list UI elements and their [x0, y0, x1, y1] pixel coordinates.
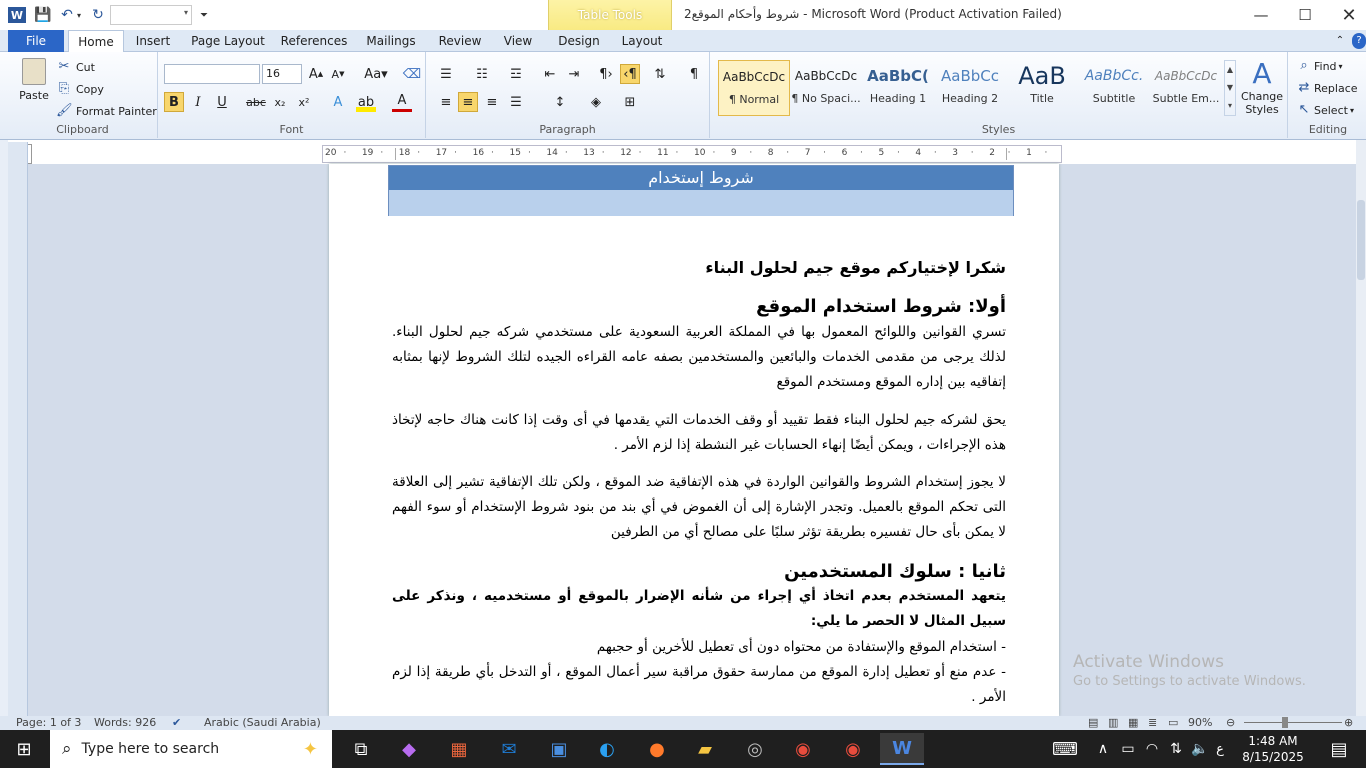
network-icon[interactable]: ⇅: [1170, 741, 1182, 757]
ruler-number: 1: [1026, 148, 1032, 158]
font-group-label: Font: [279, 123, 304, 136]
multilevel-list-icon[interactable]: ☲: [510, 66, 522, 82]
scrollbar-thumb[interactable]: [1357, 200, 1365, 280]
style-preview: AaBbCc.: [1084, 68, 1144, 84]
app-window-icon[interactable]: ▣: [550, 738, 568, 760]
line-spacing-icon[interactable]: ↕: [554, 94, 566, 110]
table-header-cell[interactable]: شروط إستخدام: [389, 166, 1013, 190]
ruler-numbers: [323, 148, 1061, 162]
vertical-scrollbar[interactable]: [1356, 140, 1366, 716]
tray-chevron-icon[interactable]: ∧: [1097, 741, 1109, 757]
change-case-icon[interactable]: Aa▾: [364, 66, 388, 82]
shading-icon[interactable]: ◈: [591, 94, 601, 110]
tab-insert[interactable]: Insert: [135, 34, 171, 48]
style-subtle-emphasis[interactable]: [1150, 60, 1222, 116]
word-logo-icon[interactable]: W: [8, 7, 26, 23]
minimize-button[interactable]: —: [1253, 6, 1269, 24]
tab-view[interactable]: View: [503, 34, 533, 48]
ruler-number: 20: [325, 148, 337, 158]
superscript-button[interactable]: x²: [298, 95, 310, 109]
ruler-tick: ·: [1044, 148, 1048, 158]
editing-group-label: Editing: [1308, 123, 1348, 136]
ruler-number: 4: [915, 148, 922, 158]
style-normal[interactable]: [718, 60, 790, 116]
style-preview: AaBbCcDc: [794, 69, 858, 83]
page-count[interactable]: Page: 1 of 3: [16, 716, 82, 729]
align-right-icon[interactable]: ≡: [486, 94, 498, 110]
web-layout-icon[interactable]: ▦: [1128, 716, 1139, 729]
decrease-indent-icon[interactable]: ⇤: [544, 66, 556, 82]
style-name: ¶ No Spaci...: [791, 92, 861, 105]
sort-icon[interactable]: ⇅: [654, 66, 666, 82]
shrink-font-icon[interactable]: A ▼: [331, 67, 345, 81]
firefox-icon[interactable]: ●: [649, 738, 665, 760]
replace-label: Replace: [1314, 81, 1358, 95]
font-group: [158, 52, 426, 138]
ruler-number: 12: [620, 148, 632, 158]
zoom-out-icon[interactable]: ⊖: [1226, 716, 1236, 729]
strikethrough-button[interactable]: abc: [246, 95, 266, 109]
search-placeholder: Type here to search: [81, 741, 220, 757]
app-icon[interactable]: ◎: [747, 738, 763, 760]
draft-icon[interactable]: ▭: [1168, 716, 1179, 729]
word-count[interactable]: Words: 926: [94, 716, 157, 729]
header-table[interactable]: [388, 165, 1014, 216]
heading-terms-of-use[interactable]: أولا: شروط استخدام الموقع: [756, 296, 1006, 317]
style-preview: AaBbCcDc: [722, 70, 786, 84]
style-preview: AaB: [1018, 62, 1066, 90]
paragraph-group: [426, 52, 710, 138]
outline-icon[interactable]: ≣: [1148, 716, 1158, 729]
clock[interactable]: [1238, 733, 1308, 765]
ruler-tick: ·: [749, 148, 753, 158]
table-empty-cell[interactable]: [389, 190, 1013, 216]
zoom-level[interactable]: 90%: [1188, 716, 1213, 729]
text-effects-icon[interactable]: A: [333, 94, 343, 110]
tab-page-layout[interactable]: Page Layout: [191, 34, 265, 48]
paintbrush-icon: 🖌: [56, 103, 73, 118]
edge-icon[interactable]: ◐: [599, 738, 615, 760]
paragraph-group-label: Paragraph: [539, 123, 596, 136]
styles-group-label: Styles: [981, 123, 1016, 136]
style-name: Heading 1: [869, 92, 927, 105]
rtl-direction-icon[interactable]: ‹¶: [620, 64, 640, 84]
ruler-tick: ·: [675, 148, 679, 158]
paste-label: Paste: [19, 89, 49, 102]
title-bar: [0, 0, 1366, 30]
paragraph-1[interactable]: تسري القوانين واللوائح المعمول بها في المملكة العربية السعودية على مستخدمي شركه جيم لحلول البناء. لذلك يرجى من مقدمى الخدمات والبائعين والمستخدمين بصفه عامه القراءه الجيده لتلك الشروط لإنها بمثابه إتفاقيه بين إداره الموقع ومستخدم الموقع: [392, 324, 1006, 390]
activation-title: Activate Windows: [1073, 652, 1224, 672]
binoculars-icon: ⌕: [1300, 58, 1308, 73]
keyboard-icon[interactable]: ⌨: [1052, 738, 1078, 760]
format-painter-button[interactable]: [56, 102, 157, 120]
ruler-tick: ·: [896, 148, 900, 158]
change-styles-icon: A: [1252, 57, 1272, 90]
store-icon[interactable]: ▦: [450, 738, 468, 760]
ruler-tick: ·: [933, 148, 937, 158]
chrome-icon[interactable]: ◉: [795, 738, 811, 760]
full-screen-icon[interactable]: ▥: [1108, 716, 1119, 729]
ruler-tick: ·: [601, 148, 605, 158]
notification-icon[interactable]: ▤: [1330, 738, 1348, 760]
ruler-tick: ·: [343, 148, 347, 158]
align-left-icon[interactable]: ≡: [440, 94, 452, 110]
style-name: Subtitle: [1092, 92, 1136, 105]
vertical-ruler[interactable]: [8, 142, 28, 716]
italic-button[interactable]: I: [195, 94, 201, 110]
ruler-number: 7: [804, 148, 811, 158]
ruler-tick: ·: [417, 148, 421, 158]
heading-user-conduct[interactable]: ثانيا : سلوك المستخدمين: [784, 561, 1006, 582]
status-bar: [0, 716, 1366, 730]
find-button[interactable]: [1296, 58, 1343, 74]
paragraph-3[interactable]: لا يجوز إستخدام الشروط والقوانين الواردة في هذه الإتفاقية ضد الموقع ، ولكن تلك الإتفاقية تشير إلى العلاقة التى تحكم الموقع بالعميل. وتجدر الإشارة إلى أن الغموض في أي بند من بنود شروط الإستخدام أو سوء الفهم لا يمكن بأى حال تفسيره بطريقة تؤثر سلبًا على مصالح أي من الطرفين: [392, 474, 1006, 540]
style-title[interactable]: [1006, 60, 1078, 116]
format-painter-label: Format Painter: [76, 104, 157, 118]
bullets-icon[interactable]: ☰: [440, 66, 452, 82]
replace-icon: ⇄: [1298, 80, 1310, 95]
font-color-icon[interactable]: A: [392, 92, 412, 112]
maximize-button[interactable]: ☐: [1298, 6, 1312, 24]
undo-icon[interactable]: ↶: [61, 7, 73, 23]
sparkle-icon: ✦: [302, 738, 318, 760]
subscript-button[interactable]: x₂: [274, 95, 286, 109]
font-size-combo[interactable]: 16: [262, 64, 302, 84]
ruler-number: 3: [952, 148, 959, 158]
ruler-tick: ·: [823, 148, 827, 158]
proofing-icon[interactable]: ✔: [172, 716, 182, 729]
copy-label: Copy: [76, 82, 104, 96]
tab-references[interactable]: References: [280, 34, 348, 48]
ruler-number: 6: [841, 148, 848, 158]
ruler-tick: ·: [491, 148, 494, 158]
ruler-number: 10: [694, 148, 706, 158]
styles-group: [710, 52, 1288, 138]
tab-layout[interactable]: Layout: [621, 34, 663, 48]
copy-icon: ⎘: [58, 81, 70, 96]
align-center-icon[interactable]: ≡: [458, 92, 478, 112]
styles-scroll[interactable]: ▲ ▼ ▾: [1224, 60, 1236, 116]
borders-icon[interactable]: ⊞: [624, 94, 636, 110]
ruler-number: 17: [435, 148, 448, 158]
ruler-tick: ·: [527, 148, 531, 158]
table-tools-label: Table Tools: [577, 8, 643, 22]
ruler-number: 5: [878, 148, 885, 158]
justify-icon[interactable]: ☰: [510, 94, 522, 110]
ruler-number: 15: [509, 148, 521, 158]
copy-button[interactable]: [56, 80, 104, 98]
paste-button[interactable]: [16, 58, 52, 102]
ruler-tick: ·: [564, 148, 568, 158]
redo-icon[interactable]: ↻: [92, 7, 104, 23]
clock-date: 8/15/2025: [1242, 750, 1304, 764]
tab-home[interactable]: Home: [68, 30, 124, 53]
ruler-tick: ·: [454, 148, 458, 158]
clock-time: 1:48 AM: [1248, 734, 1298, 748]
ruler-number: 9: [730, 148, 737, 158]
ruler-tick: ·: [860, 148, 863, 158]
ruler-number: 18: [398, 148, 411, 158]
ruler-number: 8: [767, 148, 774, 158]
paragraph-2[interactable]: يحق لشركه جيم لحلول البناء فقط تقييد أو وقف الخدمات التي يقدمها في أى وقت إذا كانت هناك حاجه لإتخاذ هذه الإجراءات ، ويمكن أيضًا إنهاء الحسابات غير النشطة إذا لزم الأمر .: [392, 412, 1006, 453]
bold-button[interactable]: B: [164, 92, 184, 112]
highlight-icon[interactable]: ab: [356, 92, 376, 112]
ribbon-tabs: [0, 30, 1366, 52]
underline-button[interactable]: U: [217, 94, 227, 110]
editing-group: [1290, 52, 1366, 138]
increase-indent-icon[interactable]: ⇥: [568, 66, 580, 82]
numbering-icon[interactable]: ☷: [476, 66, 488, 82]
ruler-tick: ·: [380, 148, 384, 158]
device-icon[interactable]: ▭: [1121, 741, 1135, 757]
activation-subtitle: Go to Settings to activate Windows.: [1073, 674, 1306, 689]
outlook-icon[interactable]: ✉: [501, 738, 517, 760]
clipboard-group: [8, 52, 158, 138]
paragraph-4[interactable]: يتعهد المستخدم بعدم اتخاذ أي إجراء من شأنه الإضرار بالموقع أو مستخدميه ، ونذكر على سبيل المثال لا الحصر ما يلي:: [392, 588, 1006, 629]
minimize-ribbon-icon[interactable]: ⌃: [1335, 35, 1345, 46]
word-taskbar-icon[interactable]: W: [880, 733, 924, 765]
intro-line[interactable]: شكرا لإختياركم موقع جيم لحلول البناء: [705, 258, 1006, 277]
clipboard-icon: [22, 58, 46, 85]
clipboard-group-label: Clipboard: [56, 123, 109, 136]
style-name: Title: [1030, 92, 1054, 105]
copilot-icon[interactable]: ◆: [402, 738, 416, 760]
scissors-icon: ✂: [58, 59, 70, 74]
cut-button[interactable]: [56, 58, 95, 76]
ruler-tick: ·: [638, 148, 642, 158]
help-icon[interactable]: ?: [1352, 33, 1366, 49]
tab-design[interactable]: Design: [558, 34, 600, 48]
zoom-in-icon[interactable]: ⊕: [1344, 716, 1354, 729]
style-subtitle[interactable]: [1078, 60, 1150, 116]
task-view-icon[interactable]: ⧉: [354, 738, 368, 760]
chrome-profile-icon[interactable]: ◉: [845, 738, 861, 760]
qat-combo[interactable]: [110, 5, 192, 25]
ruler-tick: ·: [1007, 148, 1011, 158]
file-explorer-icon[interactable]: ▰: [698, 738, 712, 760]
ruler-number: 19: [361, 148, 374, 158]
cursor-icon: ↖: [1298, 102, 1310, 117]
font-name-combo[interactable]: [164, 64, 260, 84]
change-styles-label: Change Styles: [1240, 90, 1284, 116]
style-preview: AaBbCcDc: [1154, 69, 1218, 83]
language-indicator[interactable]: Arabic (Saudi Arabia): [204, 716, 321, 729]
left-margin-bar: [0, 140, 8, 716]
search-icon: ⌕: [62, 739, 72, 759]
tab-file[interactable]: File: [8, 30, 64, 52]
style-heading-2[interactable]: [934, 60, 1006, 116]
tab-mailings[interactable]: Mailings: [366, 34, 416, 48]
chevron-down-icon: ▾: [1338, 61, 1343, 71]
ruler-number: 16: [472, 148, 485, 158]
select-button[interactable]: [1296, 102, 1354, 118]
ruler-number: 14: [546, 148, 558, 158]
style-preview: AaBbCc: [941, 67, 999, 85]
ruler-number: 13: [583, 148, 595, 158]
bullet-1[interactable]: - استخدام الموقع والإستفادة من محتواه دون أى تعطيل للأخرين أو حجبهم: [596, 639, 1006, 655]
customize-qat-icon[interactable]: ⏷: [200, 9, 208, 21]
chevron-down-icon: ▾: [183, 8, 188, 17]
search-box[interactable]: [50, 730, 332, 768]
window-title: شروط وأحكام الموقع2 - Microsoft Word (Product Activation Failed): [684, 7, 1062, 21]
grow-font-icon[interactable]: A ▲: [308, 66, 324, 82]
style-preview: AaBbC(: [867, 67, 929, 85]
input-language[interactable]: ع: [1216, 741, 1224, 757]
ruler-tick: ·: [970, 148, 974, 158]
horizontal-ruler[interactable]: [322, 145, 1062, 163]
style-name: Subtle Em...: [1152, 92, 1220, 105]
print-layout-icon[interactable]: ▤: [1088, 716, 1099, 729]
bullet-2[interactable]: - عدم منع أو تعطيل إدارة الموقع من ممارسة حقوق مراقبة سير أعمال الموقع ، أو التدخل بأي طريقة إذا لزم الأمر .: [392, 664, 1006, 705]
find-label: Find: [1314, 59, 1337, 73]
ruler-number: 11: [657, 148, 669, 158]
taskbar: [0, 730, 1366, 768]
select-label: Select: [1314, 103, 1348, 117]
zoom-slider[interactable]: [1244, 722, 1342, 723]
style-name: ¶ Normal: [728, 93, 780, 106]
zoom-slider-thumb[interactable]: [1282, 717, 1288, 728]
show-formatting-icon[interactable]: ¶: [689, 66, 699, 82]
volume-icon[interactable]: 🔈: [1191, 741, 1209, 757]
tab-review[interactable]: Review: [438, 34, 482, 48]
clear-formatting-icon[interactable]: ⌫: [402, 66, 422, 82]
ltr-direction-icon[interactable]: ¶›: [599, 66, 613, 82]
ribbon: [0, 52, 1366, 140]
windows-start-icon[interactable]: ⊞: [16, 738, 32, 760]
change-styles-button[interactable]: [1240, 58, 1284, 120]
undo-dropdown-icon[interactable]: ▾: [76, 10, 81, 20]
ruler-number: 2: [989, 148, 995, 158]
close-button[interactable]: ✕: [1341, 4, 1357, 26]
style-name: Heading 2: [941, 92, 999, 105]
ruler-tick: ·: [786, 148, 790, 158]
activation-watermark: [1073, 652, 1306, 689]
wifi-icon[interactable]: ◠: [1145, 741, 1159, 757]
cut-label: Cut: [76, 60, 95, 74]
style-heading-1[interactable]: [862, 60, 934, 116]
save-icon[interactable]: 💾: [34, 7, 52, 23]
ruler-tick: ·: [712, 148, 716, 158]
replace-button[interactable]: [1296, 80, 1358, 96]
style-no-spacing[interactable]: [790, 60, 862, 116]
chevron-down-icon: ▾: [1349, 105, 1354, 115]
